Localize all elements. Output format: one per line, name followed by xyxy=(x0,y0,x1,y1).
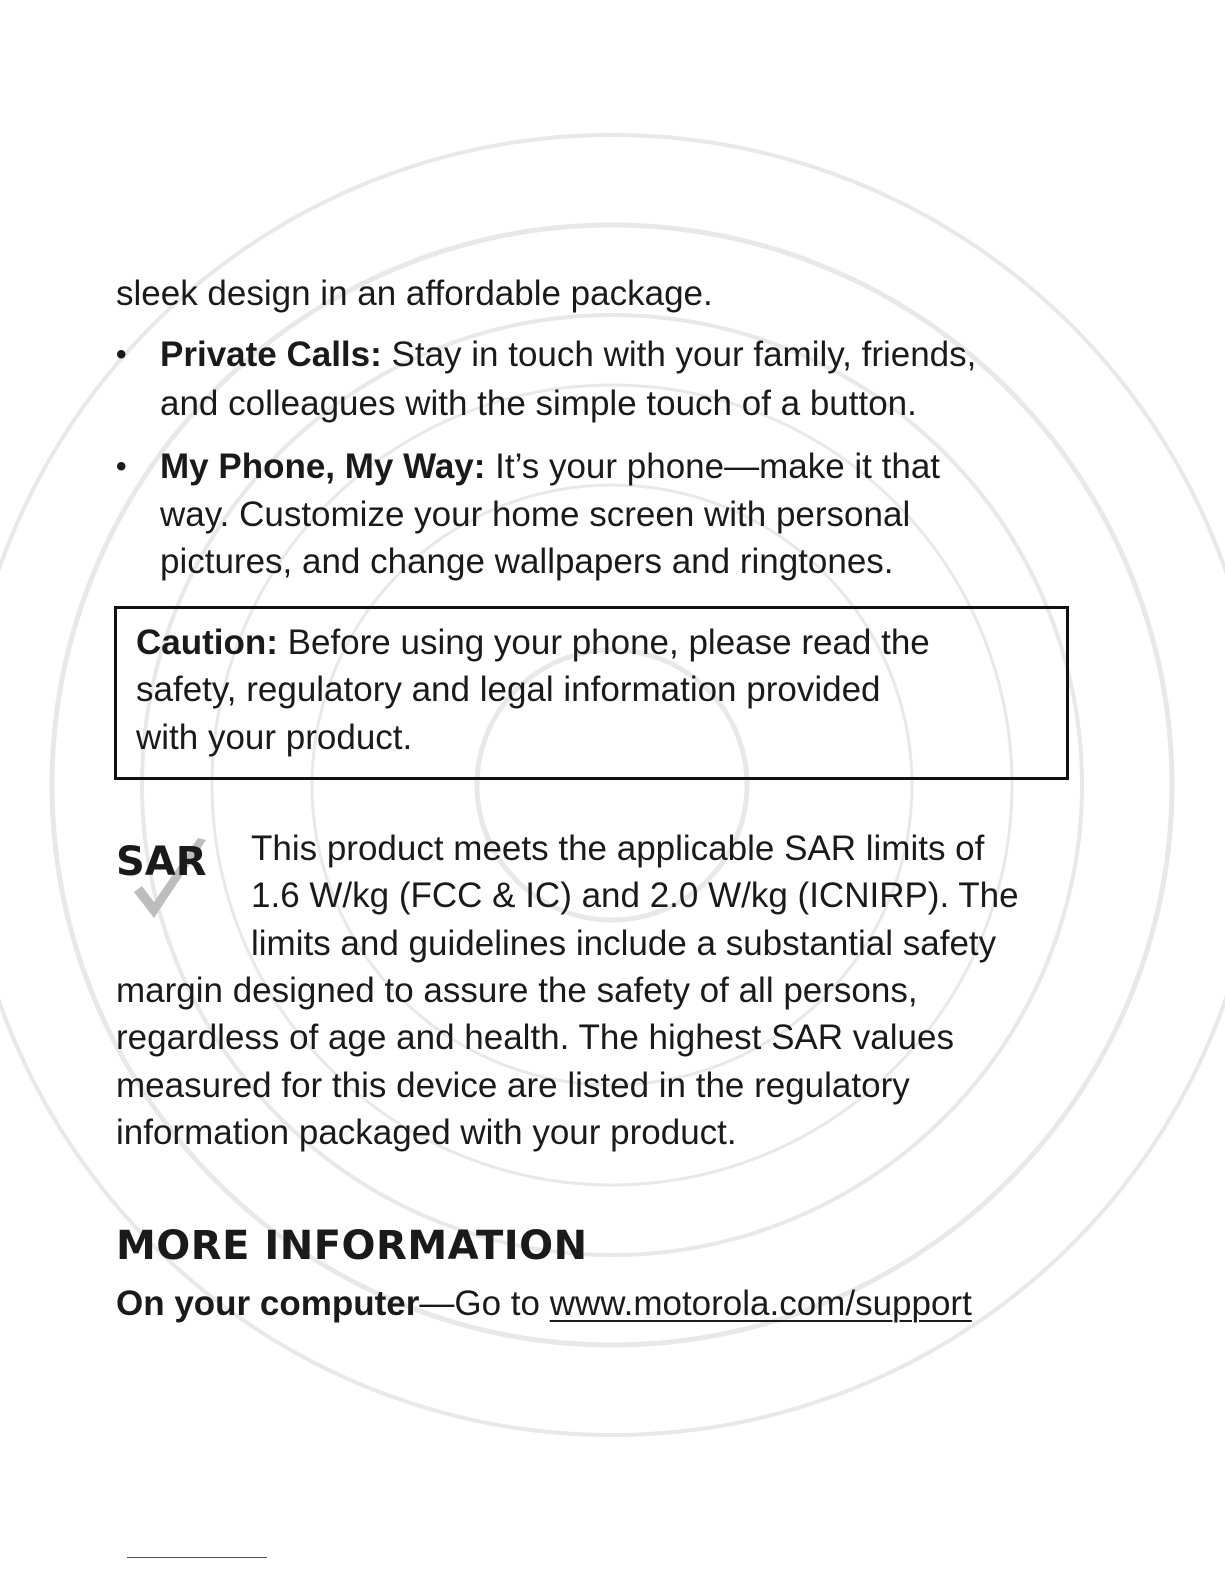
computer-line xyxy=(116,1280,972,1328)
bullet-text: Stay in touch with your family, friends, xyxy=(381,335,977,374)
support-link[interactable]: www.motorola.com/support xyxy=(549,1284,972,1323)
section-heading: MORE INFORMATION xyxy=(116,1223,588,1269)
sar-line: measured for this device are listed in the regulatory xyxy=(116,1066,910,1105)
sar-line: regardless of age and health. The highest SAR values xyxy=(116,1018,954,1057)
caution-line1 xyxy=(136,619,930,667)
caution-label: Caution: xyxy=(136,623,278,662)
bullet-private-calls-line2: and colleagues with the simple touch of a button. xyxy=(160,384,917,423)
bullet-my-phone-line3: pictures, and change wallpapers and ringtones. xyxy=(160,542,894,581)
computer-label: On your computer xyxy=(116,1284,420,1323)
bullet-dot: • xyxy=(116,338,127,371)
sar-logo xyxy=(114,830,234,930)
sar-line: margin designed to assure the safety of all persons, xyxy=(116,971,918,1010)
computer-sep: —Go to xyxy=(419,1284,550,1323)
bullet-title: My Phone, My Way: xyxy=(160,447,486,486)
bullet-text: It’s your phone—make it that xyxy=(485,447,941,486)
caution-text: Before using your phone, please read the xyxy=(277,623,930,662)
bullet-dot: • xyxy=(116,450,127,483)
sar-line: 1.6 W/kg (FCC & IC) and 2.0 W/kg (ICNIRP). The xyxy=(251,876,1019,915)
sar-logo-text: SAR xyxy=(116,839,207,885)
sar-line: information packaged with your product. xyxy=(116,1113,737,1152)
bullet-my-phone-line2: way. Customize your home screen with personal xyxy=(160,495,911,534)
bullet-my-phone-line1 xyxy=(160,443,940,491)
bullet-title: Private Calls: xyxy=(160,335,382,374)
caution-line3: with your product. xyxy=(136,718,413,757)
sar-line: limits and guidelines include a substantial safety xyxy=(251,924,997,963)
intro-line: sleek design in an affordable package. xyxy=(116,274,713,313)
sar-line: This product meets the applicable SAR limits of xyxy=(251,829,985,868)
caution-line2: safety, regulatory and legal information provided xyxy=(136,670,881,709)
footer-rule xyxy=(127,1557,267,1558)
bullet-private-calls-line1 xyxy=(160,331,976,379)
